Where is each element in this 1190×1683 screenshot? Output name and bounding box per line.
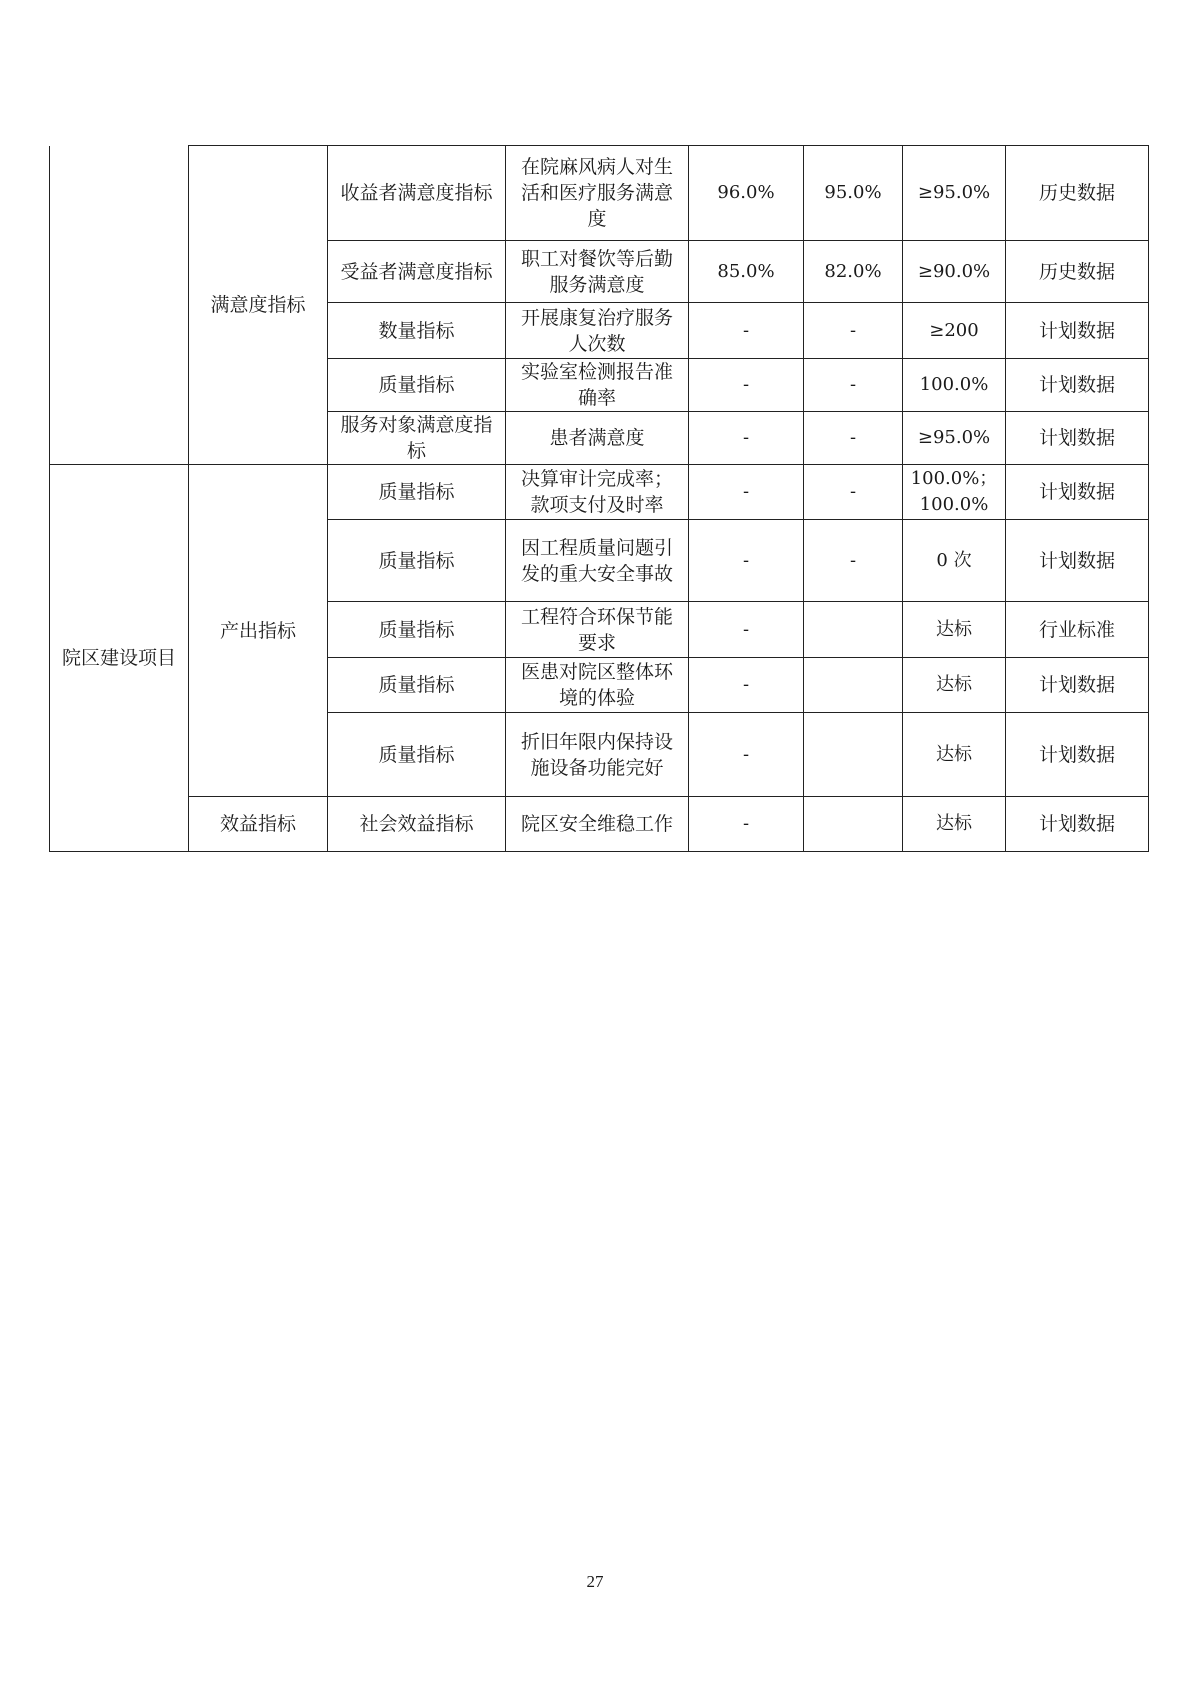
basis-cell: 行业标准 <box>1006 602 1149 658</box>
table-row <box>50 797 1149 852</box>
indicator-table <box>49 145 1149 852</box>
sub-indicator-cell: 社会效益指标 <box>328 797 506 852</box>
indicator-name-cell: 折旧年限内保持设施设备功能完好 <box>506 713 689 797</box>
value-cell: - <box>804 303 903 359</box>
basis-cell: 计划数据 <box>1006 303 1149 359</box>
target-cell: ≥90.0% <box>903 241 1006 303</box>
sub-indicator-cell: 质量指标 <box>328 713 506 797</box>
basis-cell: 计划数据 <box>1006 797 1149 852</box>
value-cell: - <box>804 359 903 412</box>
sub-indicator-cell: 服务对象满意度指标 <box>328 412 506 465</box>
target-cell: 达标 <box>903 602 1006 658</box>
value-cell <box>804 797 903 852</box>
project-cell-continued <box>50 146 189 465</box>
target-cell: ≥95.0% <box>903 146 1006 241</box>
sub-indicator-cell: 收益者满意度指标 <box>328 146 506 241</box>
indicator-name-cell: 职工对餐饮等后勤服务满意度 <box>506 241 689 303</box>
value-cell <box>804 602 903 658</box>
target-cell: 达标 <box>903 713 1006 797</box>
basis-cell: 计划数据 <box>1006 359 1149 412</box>
indicator-name-cell: 工程符合环保节能要求 <box>506 602 689 658</box>
sub-indicator-cell: 数量指标 <box>328 303 506 359</box>
basis-cell: 历史数据 <box>1006 146 1149 241</box>
group-cell: 满意度指标 <box>189 146 328 465</box>
indicator-name-cell: 因工程质量问题引发的重大安全事故 <box>506 520 689 602</box>
basis-cell: 历史数据 <box>1006 241 1149 303</box>
value-cell: - <box>689 412 804 465</box>
basis-cell: 计划数据 <box>1006 465 1149 520</box>
value-cell <box>804 658 903 713</box>
value-cell: 95.0% <box>804 146 903 241</box>
target-cell: 100.0% <box>903 359 1006 412</box>
value-cell: - <box>689 658 804 713</box>
value-cell: - <box>689 713 804 797</box>
project-name-cell: 院区建设项目 <box>50 465 189 852</box>
value-cell: - <box>689 359 804 412</box>
indicator-name-cell: 院区安全维稳工作 <box>506 797 689 852</box>
value-cell: - <box>804 412 903 465</box>
sub-indicator-cell: 质量指标 <box>328 658 506 713</box>
group-cell: 产出指标 <box>189 465 328 797</box>
basis-cell: 计划数据 <box>1006 713 1149 797</box>
indicator-name-cell: 实验室检测报告准确率 <box>506 359 689 412</box>
indicator-name-cell: 患者满意度 <box>506 412 689 465</box>
indicator-name-cell: 医患对院区整体环境的体验 <box>506 658 689 713</box>
value-cell: - <box>689 602 804 658</box>
value-cell: - <box>689 303 804 359</box>
target-cell: ≥200 <box>903 303 1006 359</box>
value-cell: 96.0% <box>689 146 804 241</box>
basis-cell: 计划数据 <box>1006 412 1149 465</box>
group-cell: 效益指标 <box>189 797 328 852</box>
basis-cell: 计划数据 <box>1006 658 1149 713</box>
value-cell: 82.0% <box>804 241 903 303</box>
value-cell: - <box>689 797 804 852</box>
table-row <box>50 146 1149 241</box>
basis-cell: 计划数据 <box>1006 520 1149 602</box>
target-cell: 达标 <box>903 797 1006 852</box>
value-cell: - <box>804 465 903 520</box>
target-cell: 100.0%；100.0% <box>903 465 1006 520</box>
value-cell: 85.0% <box>689 241 804 303</box>
sub-indicator-cell: 质量指标 <box>328 602 506 658</box>
value-cell: - <box>689 520 804 602</box>
indicator-name-cell: 开展康复治疗服务人次数 <box>506 303 689 359</box>
indicator-name-cell: 在院麻风病人对生活和医疗服务满意度 <box>506 146 689 241</box>
value-cell: - <box>804 520 903 602</box>
sub-indicator-cell: 质量指标 <box>328 465 506 520</box>
target-cell: 达标 <box>903 658 1006 713</box>
sub-indicator-cell: 质量指标 <box>328 359 506 412</box>
indicator-name-cell: 决算审计完成率；款项支付及时率 <box>506 465 689 520</box>
sub-indicator-cell: 质量指标 <box>328 520 506 602</box>
target-cell: ≥95.0% <box>903 412 1006 465</box>
value-cell <box>804 713 903 797</box>
page-number: 27 <box>586 1572 604 1591</box>
target-cell: 0 次 <box>903 520 1006 602</box>
table-row <box>50 465 1149 520</box>
value-cell: - <box>689 465 804 520</box>
sub-indicator-cell: 受益者满意度指标 <box>328 241 506 303</box>
